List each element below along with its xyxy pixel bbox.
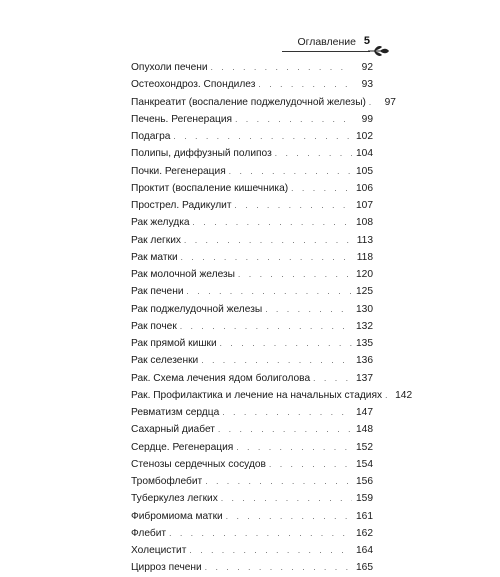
toc-entry-page: 137 — [356, 372, 373, 384]
dot-leader — [235, 197, 352, 214]
toc-entry-page: 162 — [356, 527, 373, 539]
dot-leader — [211, 59, 352, 76]
toc-entry — [131, 59, 373, 76]
toc-entry-page: 120 — [356, 269, 373, 280]
toc-entry-title: Прострел. Радикулит — [131, 200, 232, 211]
dot-leader — [180, 318, 352, 335]
toc-entry — [131, 163, 373, 180]
dot-leader — [218, 421, 352, 438]
dot-leader — [220, 335, 352, 352]
dot-leader — [193, 214, 352, 231]
toc-entry — [131, 197, 373, 214]
toc-entry — [131, 180, 373, 197]
toc-entry-title: Рак желудка — [131, 217, 190, 229]
toc-entry — [131, 542, 373, 559]
toc-entry-title: Опухоли печени — [131, 62, 208, 73]
toc-entry — [131, 421, 373, 438]
toc-entry-title: Тромбофлебит — [131, 476, 203, 487]
toc-entry — [131, 94, 396, 111]
toc-entry-page: 92 — [361, 62, 373, 73]
toc-entry-page: 113 — [356, 234, 373, 246]
dot-leader — [221, 490, 352, 507]
dot-leader — [173, 128, 352, 145]
table-of-contents — [131, 59, 413, 577]
dot-leader — [169, 525, 352, 542]
dot-leader — [236, 439, 352, 456]
toc-entry-page: 164 — [356, 545, 373, 556]
toc-entry-page: 154 — [356, 458, 373, 470]
toc-entry-title: Рак. Схема лечения ядом болиголова — [131, 372, 311, 384]
dot-leader — [229, 163, 352, 180]
toc-entry-page: 108 — [356, 217, 373, 229]
toc-entry-page: 135 — [356, 338, 373, 349]
toc-entry-title: Сердце. Регенерация — [131, 441, 234, 453]
toc-entry-title: Подагра — [131, 131, 171, 142]
toc-entry — [131, 456, 373, 473]
toc-entry — [131, 559, 373, 576]
toc-entry — [131, 352, 373, 369]
dot-leader — [235, 111, 352, 128]
toc-entry — [131, 145, 373, 162]
dot-leader — [265, 301, 352, 318]
toc-entry-title: Стенозы сердечных сосудов — [131, 458, 266, 470]
toc-entry-page: 99 — [361, 113, 373, 125]
toc-entry — [131, 387, 413, 404]
toc-entry-title: Проктит (воспаление кишечника) — [131, 182, 289, 194]
toc-entry-title: Холецистит — [131, 545, 187, 556]
toc-entry-page: 130 — [356, 303, 373, 315]
toc-entry-title: Почки. Регенерация — [131, 165, 226, 177]
toc-entry-title: Рак селезенки — [131, 355, 199, 367]
toc-entry-title: Рак поджелудочной железы — [131, 303, 263, 315]
toc-entry — [131, 128, 373, 145]
toc-entry-page: 165 — [356, 562, 373, 574]
toc-entry-title: Рак легких — [131, 234, 181, 246]
toc-entry — [131, 111, 373, 128]
toc-entry — [131, 76, 373, 93]
header-rule — [282, 51, 370, 52]
toc-entry-title: Флебит — [131, 527, 167, 539]
toc-entry — [131, 525, 373, 542]
dot-leader — [187, 283, 352, 300]
toc-entry — [131, 370, 373, 387]
toc-entry-title: Остеохондроз. Спондилез — [131, 79, 256, 91]
toc-entry-title: Ревматизм сердца — [131, 407, 220, 418]
toc-entry-page: 152 — [356, 441, 373, 453]
toc-entry-page: 107 — [356, 200, 373, 211]
toc-entry — [131, 490, 373, 507]
leaf-ornament-icon — [368, 43, 390, 59]
toc-entry — [131, 508, 373, 525]
dot-leader — [189, 542, 352, 559]
toc-entry-page: 148 — [356, 424, 373, 436]
toc-entry-title: Панкреатит (воспаление поджелудочной железы) — [131, 96, 366, 108]
dot-leader — [238, 266, 352, 283]
toc-entry-page: 93 — [361, 79, 373, 91]
dot-leader — [184, 232, 352, 249]
toc-entry-title: Фибромиома матки — [131, 510, 223, 522]
header-page-number: 5 — [363, 35, 370, 47]
toc-entry-page: 161 — [356, 510, 373, 522]
toc-entry-title: Рак. Профилактика и лечение на начальных стадиях — [131, 389, 383, 401]
toc-entry-title: Печень. Регенерация — [131, 113, 233, 125]
toc-entry-title: Рак молочной железы — [131, 269, 235, 280]
running-header — [282, 30, 392, 54]
toc-entry — [131, 404, 373, 421]
dot-leader — [258, 76, 352, 93]
toc-entry — [131, 283, 373, 300]
toc-entry-page: 106 — [356, 182, 373, 194]
toc-entry-page: 125 — [356, 286, 373, 298]
toc-entry-page: 105 — [356, 165, 373, 177]
toc-entry-page: 136 — [356, 355, 373, 367]
toc-entry — [131, 439, 373, 456]
toc-entry — [131, 318, 373, 335]
toc-entry — [131, 335, 373, 352]
dot-leader — [181, 249, 352, 266]
toc-entry — [131, 249, 373, 266]
toc-entry-page: 132 — [356, 320, 373, 332]
dot-leader — [201, 352, 352, 369]
dot-leader — [222, 404, 352, 421]
toc-entry-page: 104 — [356, 148, 373, 160]
toc-entry-title: Рак печени — [131, 286, 184, 298]
toc-entry — [131, 232, 373, 249]
toc-entry-title: Рак почек — [131, 320, 177, 332]
dot-leader — [205, 473, 352, 490]
dot-leader — [226, 508, 352, 525]
dot-leader — [313, 370, 352, 387]
dot-leader — [205, 559, 352, 576]
toc-entry-title: Туберкулез легких — [131, 493, 218, 505]
header-title: Оглавление — [297, 36, 356, 48]
toc-entry-title: Полипы, диффузный полипоз — [131, 148, 272, 160]
toc-entry-page: 142 — [395, 389, 413, 401]
toc-entry-page: 156 — [356, 476, 373, 487]
dot-leader — [275, 145, 352, 162]
toc-entry-page: 118 — [356, 251, 373, 263]
toc-entry — [131, 266, 373, 283]
toc-entry-title: Цирроз печени — [131, 562, 202, 574]
toc-entry-page: 147 — [356, 407, 373, 418]
toc-entry-title: Рак матки — [131, 251, 178, 263]
toc-entry — [131, 301, 373, 318]
toc-entry-title: Сахарный диабет — [131, 424, 215, 436]
toc-entry-page: 97 — [384, 96, 396, 108]
toc-entry — [131, 473, 373, 490]
dot-leader — [291, 180, 352, 197]
toc-entry — [131, 214, 373, 231]
toc-entry-title: Рак прямой кишки — [131, 338, 217, 349]
toc-entry-page: 102 — [356, 131, 373, 142]
dot-leader — [269, 456, 352, 473]
toc-entry-page: 159 — [356, 493, 373, 505]
